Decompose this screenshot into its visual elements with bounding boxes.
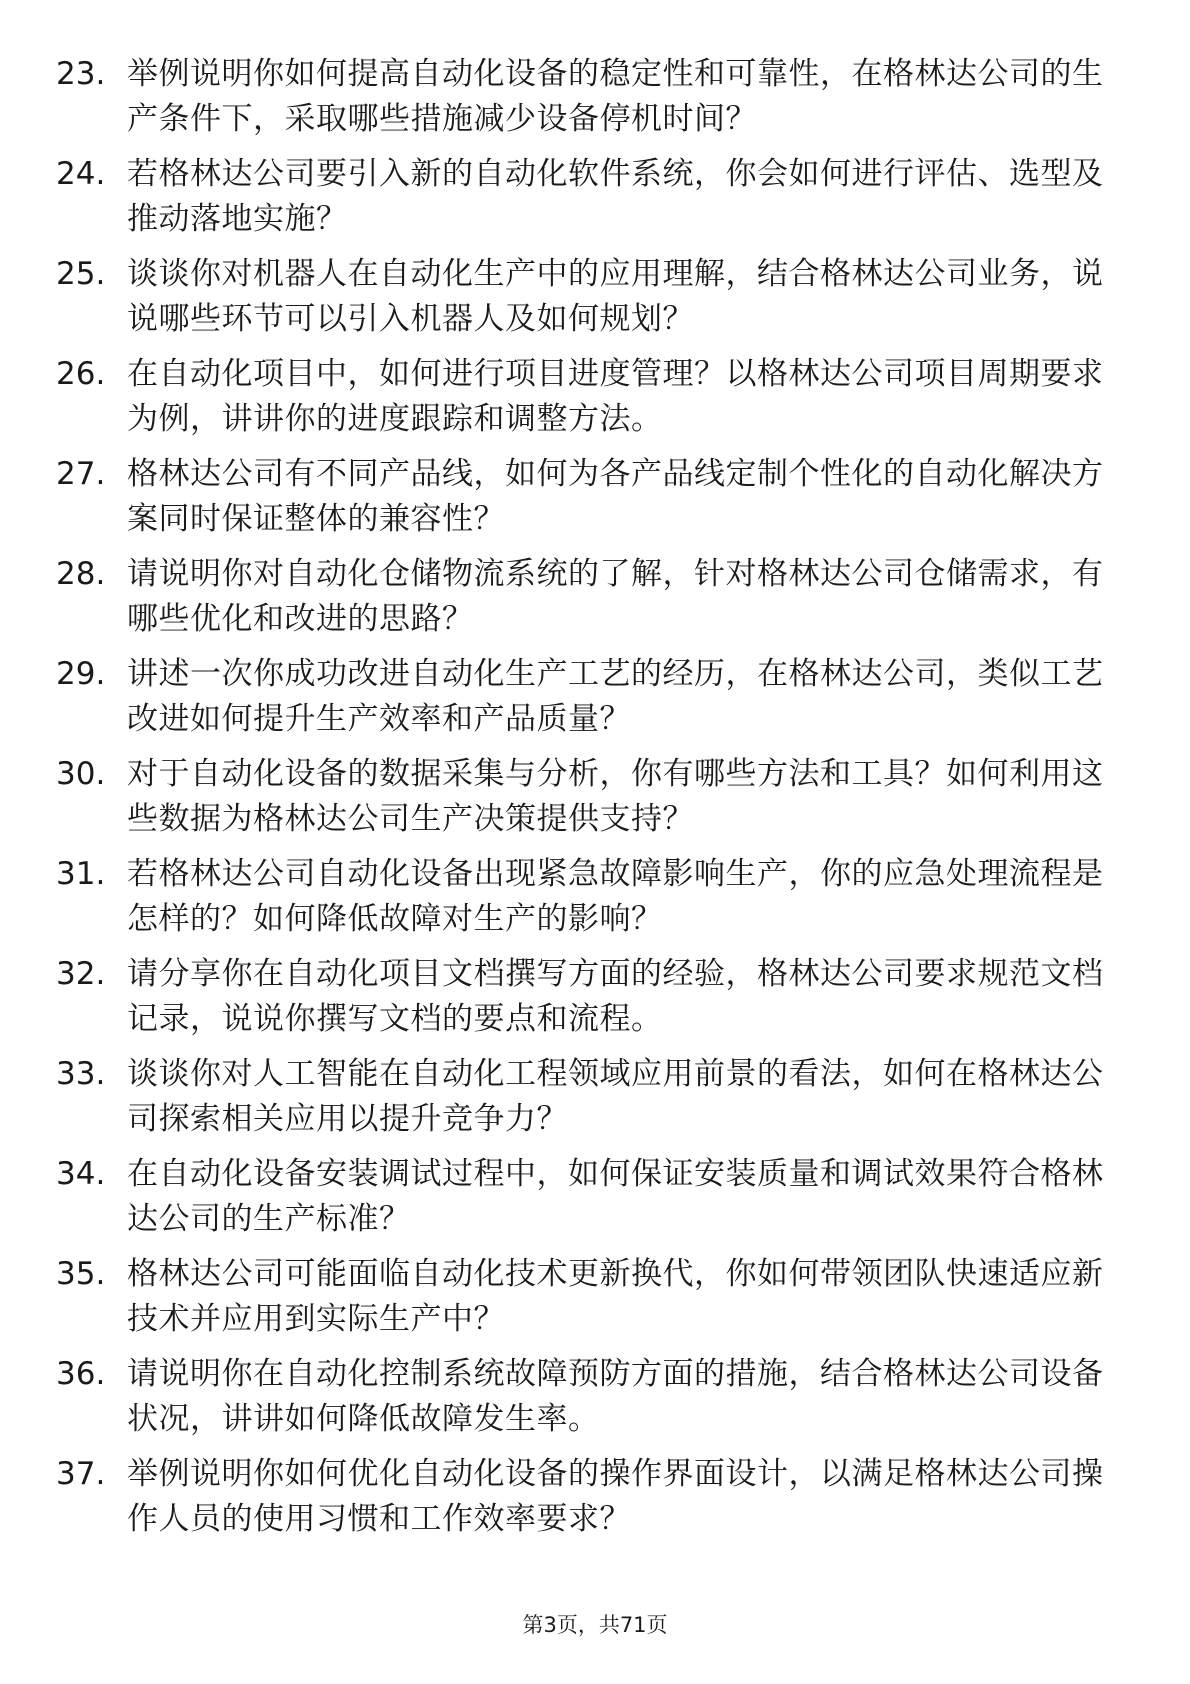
page-footer: 第3页，共71页 [522, 1613, 668, 1637]
question-text: 请说明你对自动化仓储物流系统的了解，针对格林达公司仓储需求，有哪些优化和改进的思路？ [127, 556, 1104, 637]
question-number: 27. [56, 456, 106, 492]
question-text: 讲述一次你成功改进自动化生产工艺的经历，在格林达公司，类似工艺改进如何提升生产效率和产品质量？ [127, 656, 1104, 737]
question-text: 若格林达公司自动化设备出现紧急故障影响生产，你的应急处理流程是怎样的？如何降低故障对生产的影响？ [127, 856, 1104, 937]
question-text: 举例说明你如何优化自动化设备的操作界面设计，以满足格林达公司操作人员的使用习惯和工作效率要求？ [127, 1456, 1104, 1537]
question-item [56, 852, 1116, 952]
question-text: 举例说明你如何提高自动化设备的稳定性和可靠性，在格林达公司的生产条件下，采取哪些措施减少设备停机时间？ [127, 56, 1104, 137]
question-item [56, 1352, 1116, 1452]
question-number: 28. [56, 556, 106, 592]
question-number: 37. [56, 1456, 106, 1492]
question-number: 32. [56, 956, 106, 992]
question-item [56, 152, 1116, 252]
question-item [56, 1252, 1116, 1352]
question-item [56, 1152, 1116, 1252]
question-text: 谈谈你对机器人在自动化生产中的应用理解，结合格林达公司业务，说说哪些环节可以引入机器人及如何规划？ [127, 256, 1104, 337]
question-text: 对于自动化设备的数据采集与分析，你有哪些方法和工具？如何利用这些数据为格林达公司生产决策提供支持？ [127, 756, 1104, 837]
question-text: 若格林达公司要引入新的自动化软件系统，你会如何进行评估、选型及推动落地实施？ [127, 156, 1104, 237]
question-text: 格林达公司有不同产品线，如何为各产品线定制个性化的自动化解决方案同时保证整体的兼容性？ [127, 456, 1104, 537]
question-number: 36. [56, 1356, 106, 1392]
question-number: 30. [56, 756, 106, 792]
question-item [56, 952, 1116, 1052]
question-number: 25. [56, 256, 106, 292]
question-text: 请分享你在自动化项目文档撰写方面的经验，格林达公司要求规范文档记录，说说你撰写文档的要点和流程。 [127, 956, 1104, 1037]
question-number: 24. [56, 156, 106, 192]
question-text: 格林达公司可能面临自动化技术更新换代，你如何带领团队快速适应新技术并应用到实际生产中？ [127, 1256, 1104, 1337]
question-item [56, 752, 1116, 852]
question-number: 35. [56, 1256, 106, 1292]
question-number: 26. [56, 356, 106, 392]
question-number: 29. [56, 656, 106, 692]
question-number: 34. [56, 1156, 106, 1192]
question-list [56, 52, 1116, 1552]
question-number: 33. [56, 1056, 106, 1092]
question-item [56, 252, 1116, 352]
question-number: 31. [56, 856, 106, 892]
question-item [56, 352, 1116, 452]
question-text: 谈谈你对人工智能在自动化工程领域应用前景的看法，如何在格林达公司探索相关应用以提升竞争力？ [127, 1056, 1104, 1137]
question-item [56, 452, 1116, 552]
question-number: 23. [56, 56, 106, 92]
question-text: 请说明你在自动化控制系统故障预防方面的措施，结合格林达公司设备状况，讲讲如何降低故障发生率。 [127, 1356, 1104, 1437]
question-item [56, 1452, 1116, 1552]
question-item [56, 1052, 1116, 1152]
question-text: 在自动化设备安装调试过程中，如何保证安装质量和调试效果符合格林达公司的生产标准？ [127, 1156, 1104, 1237]
question-text: 在自动化项目中，如何进行项目进度管理？以格林达公司项目周期要求为例，讲讲你的进度跟踪和调整方法。 [127, 356, 1104, 437]
question-item [56, 52, 1116, 152]
question-item [56, 652, 1116, 752]
question-item [56, 552, 1116, 652]
